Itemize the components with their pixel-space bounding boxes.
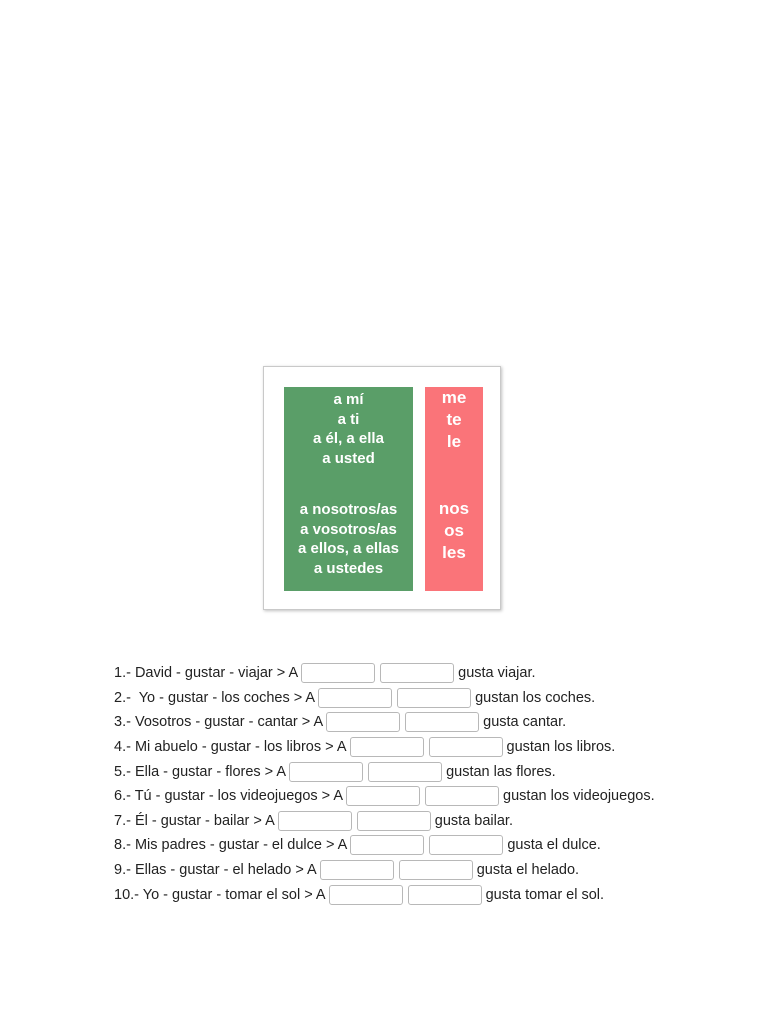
exercise-list bbox=[114, 661, 754, 907]
answer-blank-10a[interactable] bbox=[329, 885, 403, 905]
answer-blank-3b[interactable] bbox=[405, 712, 479, 732]
answer-blank-1a[interactable] bbox=[301, 663, 375, 683]
exercise-prompt: 1.- David - gustar - viajar > A bbox=[114, 665, 299, 682]
exercise-suffix: gustan los coches. bbox=[475, 689, 596, 706]
exercise-row-3 bbox=[114, 710, 754, 735]
singular-phrases bbox=[284, 390, 413, 468]
answer-blank-6a[interactable] bbox=[346, 786, 420, 806]
exercise-prompt: 4.- Mi abuelo - gustar - los libros > A bbox=[114, 739, 347, 756]
phrase-a-usted: a usted bbox=[322, 449, 375, 467]
answer-blank-8a[interactable] bbox=[350, 835, 424, 855]
phrase-a-ustedes: a ustedes bbox=[313, 559, 384, 577]
exercise-prompt: 10.- Yo - gustar - tomar el sol > A bbox=[114, 886, 326, 903]
exercise-row-8 bbox=[114, 833, 754, 858]
exercise-row-6 bbox=[114, 784, 754, 809]
indirect-object-phrases-column bbox=[284, 387, 413, 591]
pronoun-table-image bbox=[263, 366, 501, 610]
pronoun-te: te bbox=[446, 410, 462, 429]
phrase-a-mi: a mí bbox=[333, 391, 364, 408]
exercise-suffix: gusta bailar. bbox=[434, 812, 513, 829]
pronoun-nos: nos bbox=[438, 499, 470, 518]
answer-blank-5b[interactable] bbox=[368, 762, 442, 782]
answer-blank-4b[interactable] bbox=[429, 737, 503, 757]
exercise-row-7 bbox=[114, 809, 754, 834]
pronoun-les: les bbox=[442, 543, 466, 562]
plural-pronouns bbox=[425, 498, 483, 564]
exercise-row-9 bbox=[114, 858, 754, 883]
exercise-prompt: 7.- Él - gustar - bailar > A bbox=[114, 812, 275, 829]
exercise-suffix: gusta cantar. bbox=[483, 714, 567, 731]
answer-blank-8b[interactable] bbox=[429, 835, 503, 855]
answer-blank-3a[interactable] bbox=[326, 712, 400, 732]
plural-phrases bbox=[284, 500, 413, 578]
pronoun-os: os bbox=[444, 521, 464, 540]
exercise-row-10 bbox=[114, 882, 754, 907]
exercise-prompt: 9.- Ellas - gustar - el helado > A bbox=[114, 862, 317, 879]
exercise-suffix: gusta el helado. bbox=[476, 862, 580, 879]
indirect-object-pronouns-column bbox=[425, 387, 483, 591]
answer-blank-6b[interactable] bbox=[425, 786, 499, 806]
exercise-prompt: 8.- Mis padres - gustar - el dulce > A bbox=[114, 837, 348, 854]
singular-pronouns bbox=[425, 387, 483, 453]
answer-blank-5a[interactable] bbox=[289, 762, 363, 782]
pronoun-le: le bbox=[446, 432, 462, 451]
exercise-suffix: gusta el dulce. bbox=[507, 837, 601, 854]
phrase-a-vosotros: a vosotros/as bbox=[300, 520, 397, 538]
exercise-row-5 bbox=[114, 759, 754, 784]
pronoun-me: me bbox=[441, 388, 467, 407]
exercise-suffix: gustan las flores. bbox=[446, 763, 556, 780]
answer-blank-7a[interactable] bbox=[278, 811, 352, 831]
exercise-suffix: gusta tomar el sol. bbox=[485, 886, 605, 903]
phrase-a-nosotros: a nosotros/as bbox=[299, 501, 398, 518]
answer-blank-2a[interactable] bbox=[318, 688, 392, 708]
exercise-row-2 bbox=[114, 686, 754, 711]
exercise-prompt: 5.- Ella - gustar - flores > A bbox=[114, 763, 287, 780]
exercise-suffix: gusta viajar. bbox=[458, 665, 536, 682]
phrase-a-ti: a ti bbox=[337, 410, 360, 428]
answer-blank-1b[interactable] bbox=[380, 663, 454, 683]
answer-blank-9b[interactable] bbox=[399, 860, 473, 880]
answer-blank-2b[interactable] bbox=[397, 688, 471, 708]
exercise-prompt: 6.- Tú - gustar - los videojuegos > A bbox=[114, 788, 344, 805]
phrase-a-ellos-a-ellas: a ellos, a ellas bbox=[298, 540, 399, 557]
exercise-suffix: gustan los libros. bbox=[506, 739, 616, 756]
exercise-prompt: 2.- Yo - gustar - los coches > A bbox=[114, 689, 316, 706]
exercise-prompt: 3.- Vosotros - gustar - cantar > A bbox=[114, 714, 324, 731]
answer-blank-9a[interactable] bbox=[320, 860, 394, 880]
phrase-a-el-a-ella: a él, a ella bbox=[313, 430, 384, 447]
answer-blank-4a[interactable] bbox=[350, 737, 424, 757]
answer-blank-7b[interactable] bbox=[357, 811, 431, 831]
answer-blank-10b[interactable] bbox=[408, 885, 482, 905]
exercise-row-1 bbox=[114, 661, 754, 686]
exercise-suffix: gustan los videojuegos. bbox=[503, 788, 655, 805]
exercise-row-4 bbox=[114, 735, 754, 760]
